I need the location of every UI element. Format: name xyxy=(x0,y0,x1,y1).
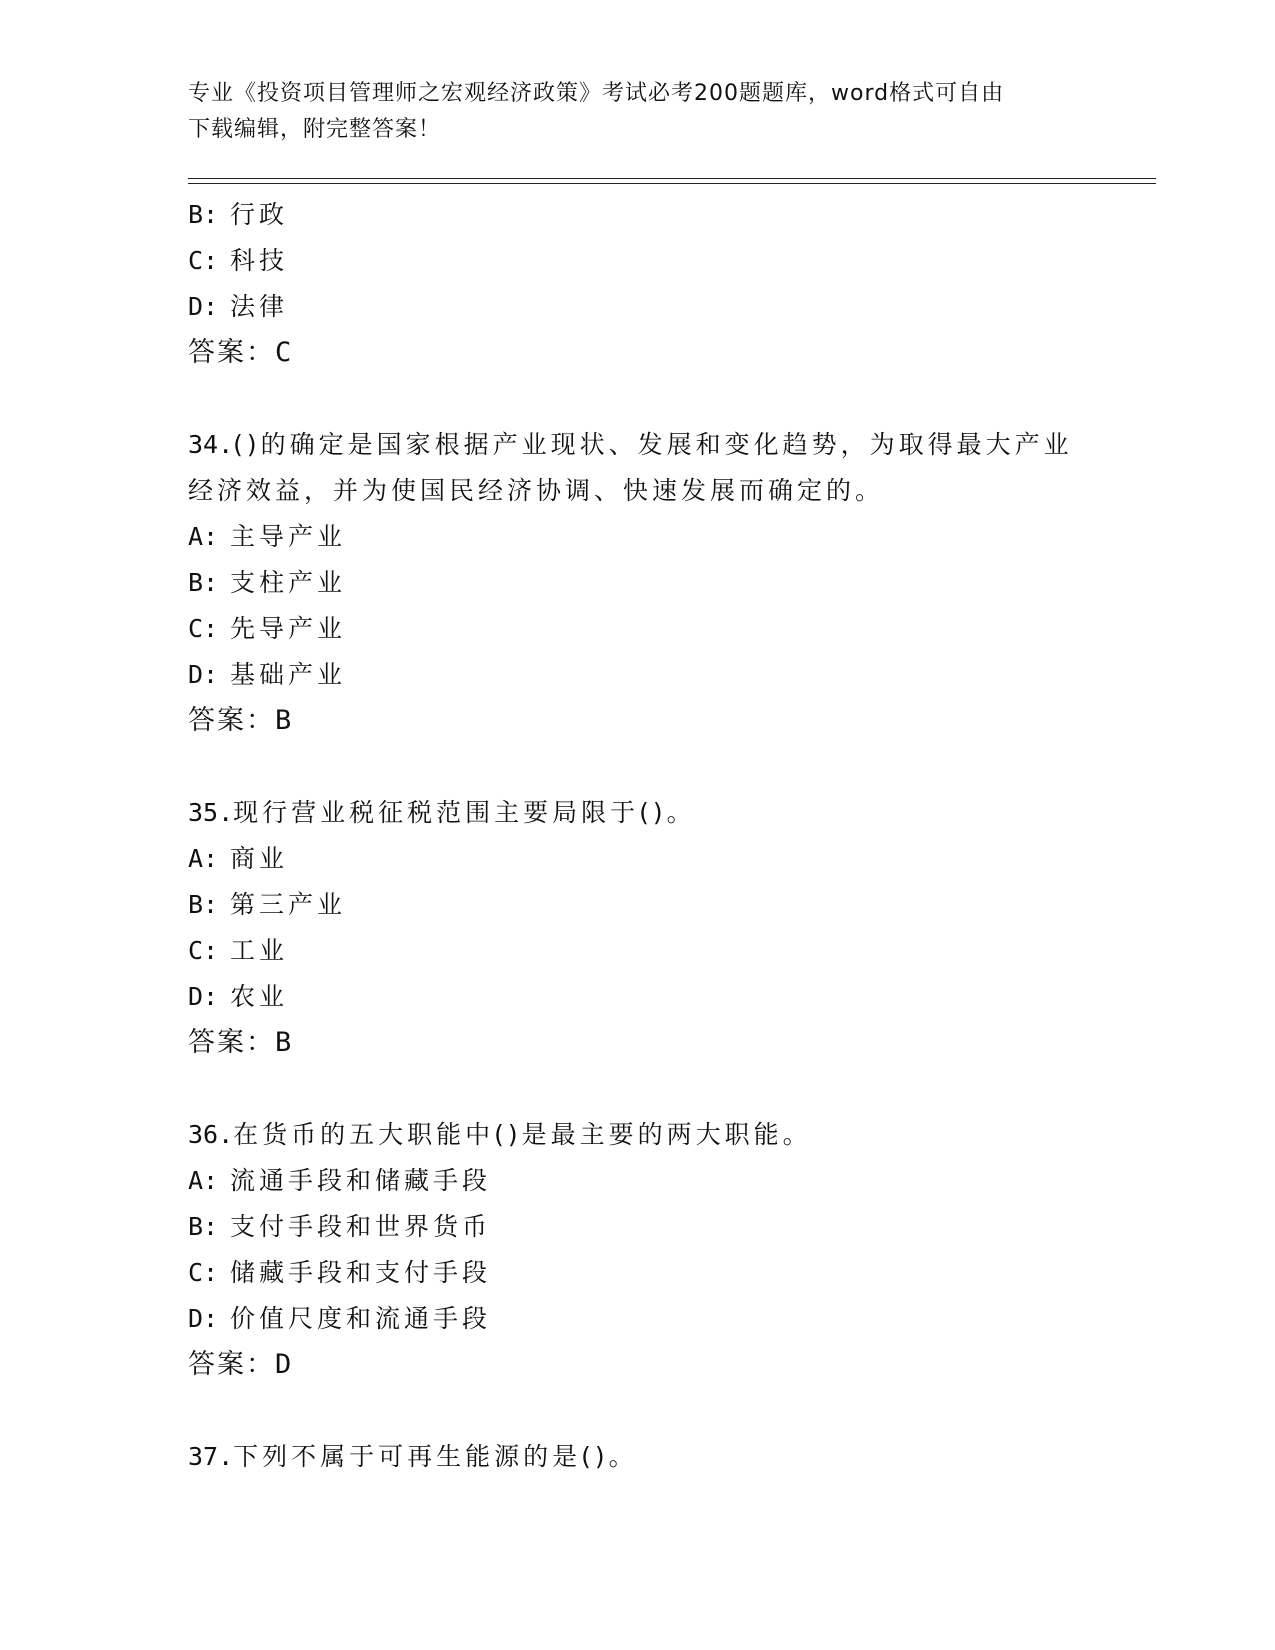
document-header xyxy=(188,76,1068,148)
question-stem-continued: 经济效益，并为使国民经济协调、快速发展而确定的。 xyxy=(188,476,885,505)
option-c: C: 先导产业 xyxy=(188,614,347,643)
option-c: C: 科技 xyxy=(188,246,289,275)
question-37 xyxy=(188,1434,1088,1480)
answer-line: 答案：B xyxy=(188,705,292,736)
option-b: B: 支付手段和世界货币 xyxy=(188,1212,492,1241)
question-35 xyxy=(188,790,1088,1066)
option-c: C: 工业 xyxy=(188,936,289,965)
option-a: A: 流通手段和储藏手段 xyxy=(188,1166,492,1195)
option-d: D: 法律 xyxy=(188,292,289,321)
header-divider-top xyxy=(188,178,1156,179)
header-line-2: 下载编辑，附完整答案！ xyxy=(188,117,442,142)
header-line-1: 专业《投资项目管理师之宏观经济政策》考试必考200题题库，word格式可自由 xyxy=(188,81,1005,106)
question-stem: 37.下列不属于可再生能源的是()。 xyxy=(188,1442,638,1471)
question-list xyxy=(188,192,1088,1480)
answer-line: 答案：C xyxy=(188,337,292,368)
answer-line: 答案：B xyxy=(188,1027,292,1058)
option-d: D: 农业 xyxy=(188,982,289,1011)
question-34 xyxy=(188,422,1088,744)
option-d: D: 基础产业 xyxy=(188,660,347,689)
question-36 xyxy=(188,1112,1088,1388)
question-stem: 35.现行营业税征税范围主要局限于()。 xyxy=(188,798,696,827)
option-b: B: 支柱产业 xyxy=(188,568,347,597)
option-a: A: 商业 xyxy=(188,844,289,873)
carryover-question xyxy=(188,192,1088,376)
question-stem: 34.()的确定是国家根据产业现状、发展和变化趋势，为取得最大产业 xyxy=(188,430,1073,459)
option-b: B: 行政 xyxy=(188,200,289,229)
answer-line: 答案：D xyxy=(188,1349,292,1380)
header-divider-bottom xyxy=(188,183,1156,184)
option-a: A: 主导产业 xyxy=(188,522,347,551)
option-c: C: 储藏手段和支付手段 xyxy=(188,1258,492,1287)
question-stem: 36.在货币的五大职能中()是最主要的两大职能。 xyxy=(188,1120,812,1149)
option-d: D: 价值尺度和流通手段 xyxy=(188,1304,492,1333)
option-b: B: 第三产业 xyxy=(188,890,347,919)
